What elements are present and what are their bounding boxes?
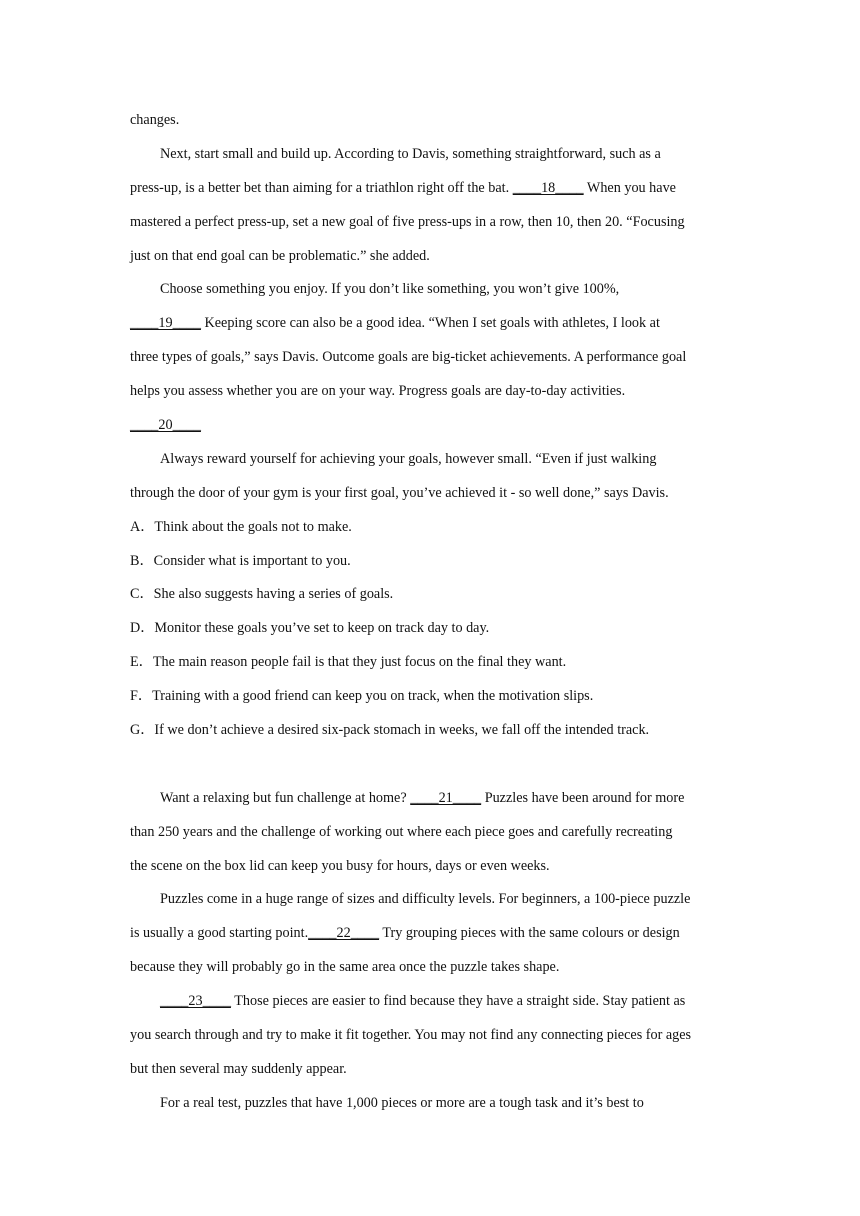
document-page (130, 104, 735, 1121)
paragraph-text: just on that end goal can be problematic.” she added. (130, 247, 430, 264)
paragraph-text: helps you assess whether you are on your way. Progress goals are day-to-day activities. (130, 383, 626, 400)
text-line (130, 104, 735, 138)
paragraph-text: you search through and try to make it fit together. You may not find any connecting pieces for ages (130, 1027, 692, 1044)
text-line (130, 138, 735, 172)
text-line (130, 341, 735, 375)
paragraph-text: than 250 years and the challenge of working out where each piece goes and carefully recreating (130, 823, 673, 840)
option-g: G．If we don’t achieve a desired six-pack stomach in weeks, we fall off the intended track. (130, 722, 650, 739)
paragraph-text: is usually a good starting point. (130, 925, 309, 942)
paragraph-text: Puzzles come in a huge range of sizes and difficulty levels. For beginners, a 100-piece puzzle (160, 891, 691, 908)
blank-21: ____21____ (410, 789, 482, 806)
paragraph-text: but then several may suddenly appear. (130, 1060, 347, 1077)
paragraph-text: Try grouping pieces with the same colours or design (379, 925, 680, 942)
text-line (130, 409, 735, 443)
blank-19: ____19____ (130, 315, 201, 332)
paragraph-text: the scene on the box lid can keep you busy for hours, days or even weeks. (130, 857, 550, 874)
option-b: B．Consider what is important to you. (130, 552, 351, 569)
blank-23: ____23____ (160, 993, 231, 1010)
paragraph-text: When you have (583, 179, 676, 196)
text-line (130, 850, 735, 884)
text-line (130, 782, 735, 816)
text-line (130, 206, 735, 240)
option-e: E．The main reason people fail is that they just focus on the final they want. (130, 654, 567, 671)
paragraph-text: Puzzles have been around for more (481, 789, 685, 806)
paragraph-text: three types of goals,” says Davis. Outcome goals are big-ticket achievements. A performance goal (130, 349, 687, 366)
paragraph-text: mastered a perfect press-up, set a new goal of five press-ups in a row, then 10, then 20. “Focusing (130, 213, 685, 230)
text-line (130, 951, 735, 985)
paragraph-text: Next, start small and build up. According to Davis, something straightforward, such as a (160, 145, 661, 162)
blank-18: ____18____ (512, 179, 584, 196)
text-line (130, 1087, 735, 1121)
text-line (130, 985, 735, 1019)
option-f: F．Training with a good friend can keep you on track, when the motivation slips. (130, 688, 594, 705)
text-line (130, 477, 735, 511)
text-line (130, 273, 735, 307)
option-a: A．Think about the goals not to make. (130, 518, 352, 535)
paragraph-text: Always reward yourself for achieving your goals, however small. “Even if just walking (160, 450, 657, 467)
text-line (130, 816, 735, 850)
text-line (130, 240, 735, 274)
option-c: C．She also suggests having a series of goals. (130, 586, 394, 603)
text-line (130, 883, 735, 917)
section-gap (130, 748, 735, 782)
blank-22: ____22____ (308, 925, 380, 942)
text-line (130, 443, 735, 477)
paragraph-text: press-up, is a better bet than aiming for a triathlon right off the bat. (130, 179, 513, 196)
text-line (130, 917, 735, 951)
text-line (130, 1053, 735, 1087)
paragraph-text: Those pieces are easier to find because they have a straight side. Stay patient as (230, 993, 686, 1010)
paragraph-text: For a real test, puzzles that have 1,000 pieces or more are a tough task and it’s best to (160, 1094, 644, 1111)
text-line (130, 1019, 735, 1053)
text-line (130, 307, 735, 341)
paragraph-text: Keeping score can also be a good idea. “When I set goals with athletes, I look at (200, 315, 660, 332)
paragraph-text: Want a relaxing but fun challenge at home? (160, 789, 411, 806)
option-d: D．Monitor these goals you’ve set to keep on track day to day. (130, 620, 490, 637)
paragraph-text: because they will probably go in the same area once the puzzle takes shape. (130, 959, 560, 976)
paragraph-text: Choose something you enjoy. If you don’t like something, you won’t give 100%, (160, 281, 620, 298)
text-line (130, 375, 735, 409)
paragraph-text: through the door of your gym is your first goal, you’ve achieved it - so well done,” says Davis. (130, 484, 669, 501)
text-line (130, 172, 735, 206)
blank-20: ____20____ (130, 417, 201, 434)
paragraph-text: changes. (130, 112, 180, 128)
